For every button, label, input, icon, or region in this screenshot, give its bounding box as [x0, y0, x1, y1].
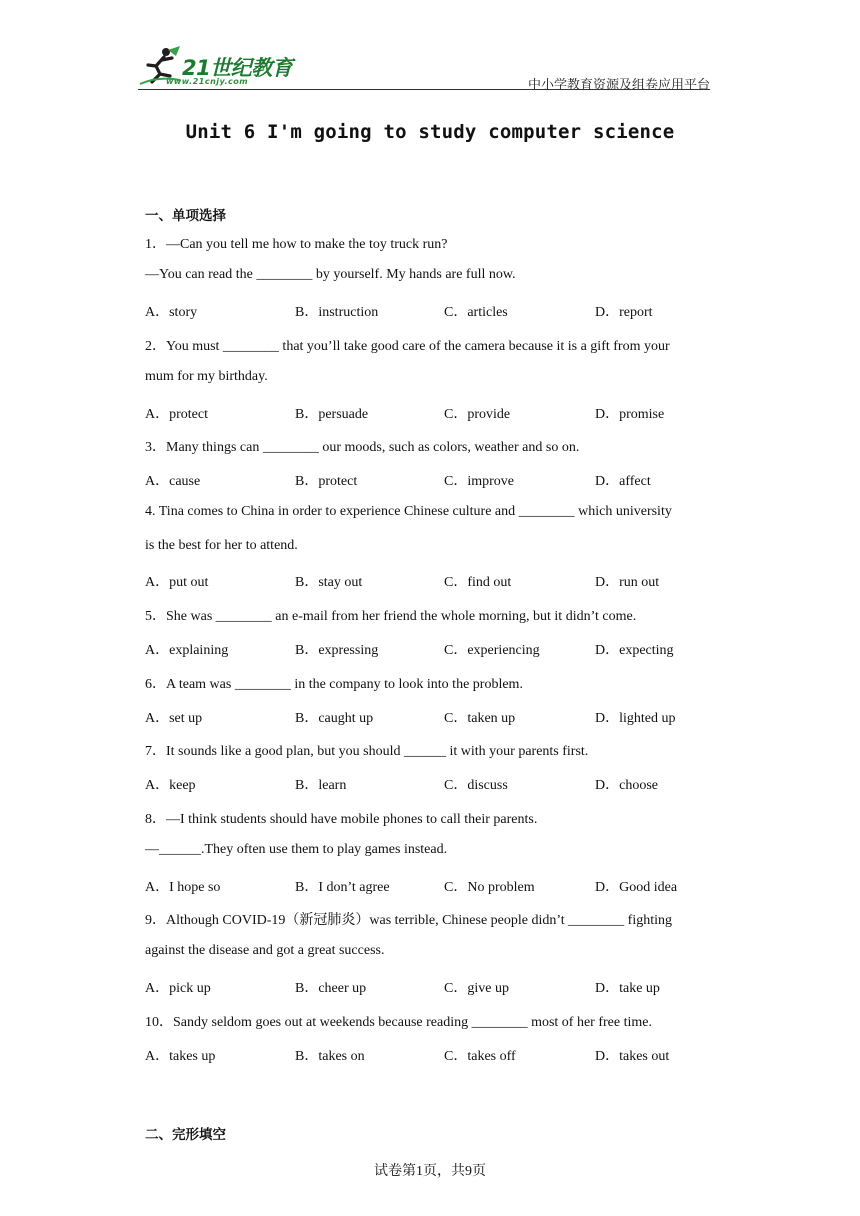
option-b: B．instruction — [295, 305, 379, 320]
option-b: B．I don’t agree — [295, 880, 390, 895]
question-text: 10．Sandy seldom goes out at weekends because reading ________ most of her free time. — [145, 1015, 652, 1030]
page-title: Unit 6 I'm going to study computer science — [185, 121, 675, 143]
option-d: D．affect — [595, 474, 651, 489]
option-b: B．learn — [295, 778, 347, 793]
option-d: D．lighted up — [595, 711, 676, 726]
question-text: 7．It sounds like a good plan, but you should ______ it with your parents first. — [145, 744, 589, 759]
option-d: D．choose — [595, 778, 658, 793]
question-text: —______.They often use them to play games instead. — [145, 842, 448, 857]
option-d: D．report — [595, 305, 653, 320]
option-d: D．take up — [595, 981, 660, 996]
question-text: is the best for her to attend. — [145, 538, 298, 553]
option-a: A．cause — [145, 474, 201, 489]
option-b: B．stay out — [295, 575, 363, 590]
logo-text: 21世纪教育 — [182, 56, 293, 80]
page-header — [138, 44, 710, 90]
question-text: 5．She was ________ an e-mail from her friend the whole morning, but it didn’t come. — [145, 609, 637, 624]
question-text: 4. Tina comes to China in order to experience Chinese culture and ________ which university — [145, 504, 672, 519]
option-a: A．takes up — [145, 1049, 216, 1064]
option-d: D．expecting — [595, 643, 674, 658]
question-text: —You can read the ________ by yourself. My hands are full now. — [145, 267, 516, 282]
logo — [138, 44, 318, 90]
option-c: C．give up — [444, 981, 509, 996]
option-a: A．set up — [145, 711, 203, 726]
option-a: A．explaining — [145, 643, 229, 658]
option-c: C．takes off — [444, 1049, 516, 1064]
option-b: B．takes on — [295, 1049, 365, 1064]
option-a: A．pick up — [145, 981, 211, 996]
option-c: C．improve — [444, 474, 514, 489]
question-text: 1．—Can you tell me how to make the toy truck run? — [145, 237, 448, 252]
option-c: C．discuss — [444, 778, 508, 793]
option-d: D．run out — [595, 575, 660, 590]
option-b: B．cheer up — [295, 981, 367, 996]
option-c: C．taken up — [444, 711, 516, 726]
option-a: A．keep — [145, 778, 196, 793]
question-text: mum for my birthday. — [145, 369, 268, 384]
option-d: D．Good idea — [595, 880, 678, 895]
option-a: A．put out — [145, 575, 209, 590]
section-heading-multiple-choice: 一、单项选择 — [145, 208, 226, 224]
option-b: B．expressing — [295, 643, 379, 658]
option-b: B．persuade — [295, 407, 369, 422]
question-text: against the disease and got a great success. — [145, 943, 385, 958]
option-a: A．I hope so — [145, 880, 221, 895]
option-a: A．story — [145, 305, 198, 320]
question-text: 2．You must ________ that you’ll take good care of the camera because it is a gift from your — [145, 339, 670, 354]
question-text: 9．Although COVID-19（新冠肺炎）was terrible, Chinese people didn’t ________ fighting — [145, 913, 673, 928]
option-c: C．provide — [444, 407, 511, 422]
option-b: B．protect — [295, 474, 358, 489]
section-heading-cloze: 二、完形填空 — [145, 1127, 226, 1143]
platform-name: 中小学教育资源及组卷应用平台 — [527, 77, 710, 92]
option-b: B．caught up — [295, 711, 374, 726]
option-c: C．experiencing — [444, 643, 540, 658]
header-divider — [138, 89, 710, 90]
question-text: 3．Many things can ________ our moods, such as colors, weather and so on. — [145, 440, 580, 455]
question-text: 6．A team was ________ in the company to look into the problem. — [145, 677, 523, 692]
option-c: C．No problem — [444, 880, 535, 895]
option-d: D．takes out — [595, 1049, 670, 1064]
option-a: A．protect — [145, 407, 208, 422]
option-c: C．articles — [444, 305, 508, 320]
page-footer: 试卷第1页，共9页 — [374, 1164, 486, 1179]
question-text: 8．—I think students should have mobile phones to call their parents. — [145, 812, 538, 827]
option-d: D．promise — [595, 407, 665, 422]
logo-url: www.21cnjy.com — [166, 77, 249, 86]
option-c: C．find out — [444, 575, 512, 590]
